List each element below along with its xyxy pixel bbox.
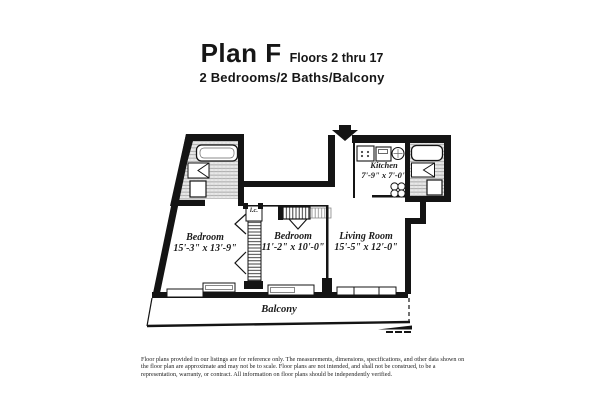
core-walls	[238, 135, 335, 187]
toilet-icon	[427, 180, 442, 195]
balcony-label: Balcony	[261, 304, 297, 315]
disclaimer-text	[141, 356, 464, 378]
disclaimer-line-3: representation, warranty, or contract. All information on floor plans should be independently verified.	[141, 370, 393, 378]
bathtub-icon	[412, 146, 443, 161]
linen-closet-label: l.c.	[250, 207, 258, 214]
bedroom1-dims: 15'-3" x 13'-9"	[173, 242, 237, 254]
living-room-dims: 15'-5" x 12'-0"	[334, 241, 398, 253]
toilet-icon	[190, 181, 206, 197]
living-room-label	[320, 232, 412, 253]
plan-floors: Floors 2 thru 17	[289, 51, 384, 65]
kitchen-label	[351, 161, 417, 180]
balcony-doors	[167, 283, 396, 297]
plan-subtitle: 2 Bedrooms/2 Baths/Balcony	[199, 70, 385, 85]
bedroom2-name: Bedroom	[274, 231, 312, 242]
bedroom1-label	[153, 233, 257, 254]
disclaimer-line-1: Floor plans provided in our listings are for reference only. The measurements, dimensions, specifications, and other data shown on	[141, 356, 465, 363]
living-room-name: Living Room	[339, 231, 393, 242]
plan-name: Plan F	[200, 38, 282, 68]
kitchen-name: Kitchen	[370, 160, 398, 170]
bedroom2-dims: 11'-2" x 10'-0"	[261, 241, 325, 253]
illegible-attribution-mark	[378, 326, 412, 334]
bathtub-icon	[197, 145, 238, 161]
disclaimer-line-2: the floor plan are approximate and may not be to scale. Floor plans are not intended, and shall not be construed, to be a	[141, 363, 436, 371]
bedroom1-name: Bedroom	[186, 232, 224, 243]
sink-icon	[188, 163, 209, 178]
kitchen-dims: 7'-9" x 7'-0"	[361, 169, 407, 180]
